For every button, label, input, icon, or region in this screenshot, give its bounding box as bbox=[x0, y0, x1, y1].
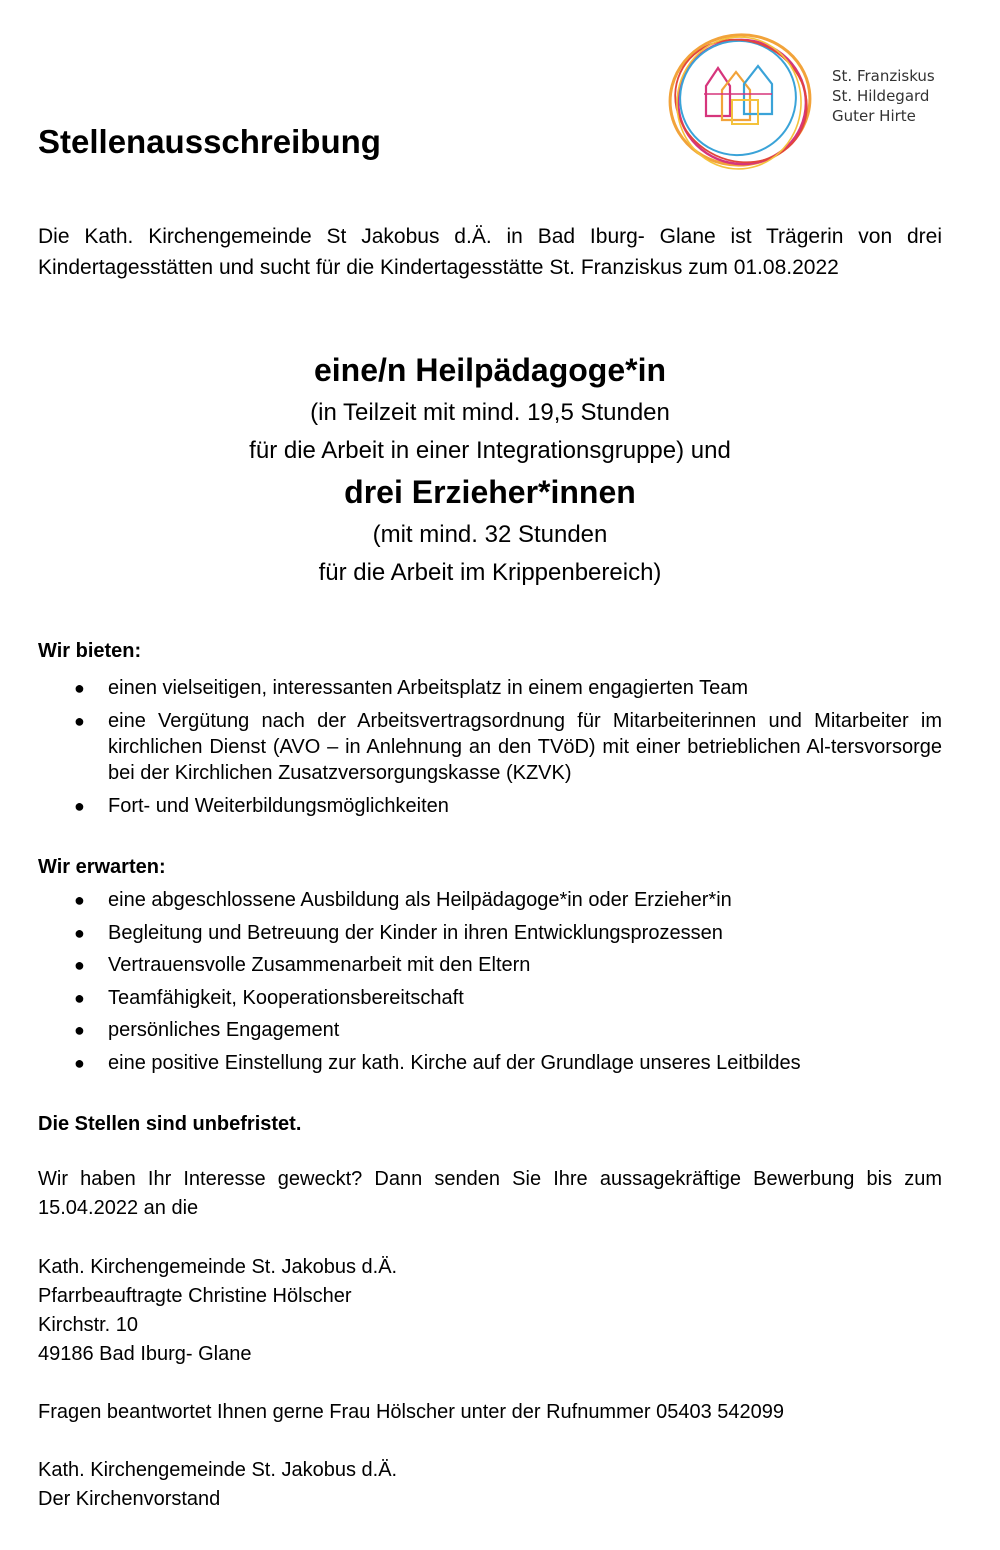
expect-title: Wir erwarten: bbox=[38, 856, 166, 878]
position-detail-2b: für die Arbeit im Krippenbereich) bbox=[318, 559, 662, 586]
bullet-icon: ● bbox=[74, 890, 85, 910]
intro-paragraph: Die Kath. Kirchengemeinde St Jakobus d.Ä. in Bad Iburg- Glane ist Trägerin von drei Kindertagesstätten und sucht für die Kindertagesstätte St. Franziskus zum 01.08.2022 bbox=[38, 225, 942, 279]
list-item bbox=[38, 793, 942, 819]
list-item bbox=[38, 887, 942, 913]
positions-block bbox=[38, 346, 942, 592]
list-item-text: eine Vergütung nach der Arbeitsvertragsordnung für Mitarbeiterinnen und Mitarbeiter im kirchlichen Dienst (AVO – in Anlehnung an den TVöD) mit einer betrieblichen Al-tersvorsorge bei der Kirchlichen Zusatzversorgungskasse (KZVK) bbox=[108, 710, 942, 784]
position-detail-1b: für die Arbeit in einer Integrationsgruppe) und bbox=[249, 437, 731, 464]
list-item-text: eine positive Einstellung zur kath. Kirche auf der Grundlage unseres Leitbildes bbox=[108, 1051, 801, 1074]
bullet-icon: ● bbox=[74, 678, 85, 698]
address-line-3: Kirchstr. 10 bbox=[38, 1314, 139, 1336]
position-title-2: drei Erzieher*innen bbox=[344, 474, 636, 510]
list-item bbox=[38, 708, 942, 786]
bullet-icon: ● bbox=[74, 922, 85, 943]
position-detail-1a: (in Teilzeit mit mind. 19,5 Stunden bbox=[310, 399, 670, 426]
list-item bbox=[38, 920, 942, 946]
contract-note: Die Stellen sind unbefristet. bbox=[38, 1113, 302, 1135]
page-title: Stellenausschreibung bbox=[38, 123, 381, 160]
bullet-icon: ● bbox=[74, 711, 85, 731]
position-title-1: eine/n Heilpädagoge*in bbox=[313, 352, 667, 388]
signature-line-1: Kath. Kirchengemeinde St. Jakobus d.Ä. bbox=[38, 1459, 398, 1481]
list-item bbox=[38, 1017, 942, 1043]
list-item bbox=[38, 985, 942, 1011]
logo-line-3: Guter Hirte bbox=[832, 107, 916, 125]
list-item bbox=[38, 1050, 942, 1076]
address-line-1: Kath. Kirchengemeinde St. Jakobus d.Ä. bbox=[38, 1256, 398, 1278]
signature-line-2: Der Kirchenvorstand bbox=[38, 1488, 221, 1510]
expect-list bbox=[38, 887, 942, 1082]
logo-line-2: St. Hildegard bbox=[832, 87, 930, 105]
list-item bbox=[38, 952, 942, 978]
bullet-icon: ● bbox=[74, 796, 85, 816]
bullet-icon: ● bbox=[74, 955, 85, 975]
address-line-4: 49186 Bad Iburg- Glane bbox=[38, 1343, 252, 1365]
list-item-text: Fort- und Weiterbildungsmöglichkeiten bbox=[108, 795, 449, 817]
parish-logo-icon bbox=[660, 28, 820, 178]
list-item-text: Vertrauensvolle Zusammenarbeit mit den Eltern bbox=[108, 954, 531, 976]
list-item-text: eine abgeschlossene Ausbildung als Heilpädagoge*in oder Erzieher*in bbox=[108, 889, 732, 911]
list-item-text: persönliches Engagement bbox=[108, 1019, 340, 1041]
position-detail-2a: (mit mind. 32 Stunden bbox=[372, 521, 608, 548]
bullet-icon: ● bbox=[74, 987, 85, 1008]
list-item-text: Teamfähigkeit, Kooperationsbereitschaft bbox=[108, 986, 464, 1009]
list-item bbox=[38, 675, 942, 701]
offer-list bbox=[38, 675, 942, 826]
bullet-icon: ● bbox=[74, 1020, 85, 1040]
address-line-2: Pfarrbeauftragte Christine Hölscher bbox=[38, 1285, 352, 1307]
bullet-icon: ● bbox=[74, 1052, 85, 1073]
logo-text bbox=[832, 66, 935, 126]
parish-logo bbox=[660, 28, 960, 178]
list-item-text: Begleitung und Betreuung der Kinder in ihren Entwicklungsprozessen bbox=[108, 921, 723, 944]
apply-paragraph: Wir haben Ihr Interesse geweckt? Dann senden Sie Ihre aussagekräftige Bewerbung bis zum 15.04.2022 an die bbox=[38, 1168, 942, 1219]
logo-line-1: St. Franziskus bbox=[832, 67, 935, 85]
offer-title: Wir bieten: bbox=[38, 640, 142, 662]
questions-note: Fragen beantwortet Ihnen gerne Frau Hölscher unter der Rufnummer 05403 542099 bbox=[38, 1401, 785, 1423]
list-item-text: einen vielseitigen, interessanten Arbeitsplatz in einem engagierten Team bbox=[108, 677, 749, 699]
